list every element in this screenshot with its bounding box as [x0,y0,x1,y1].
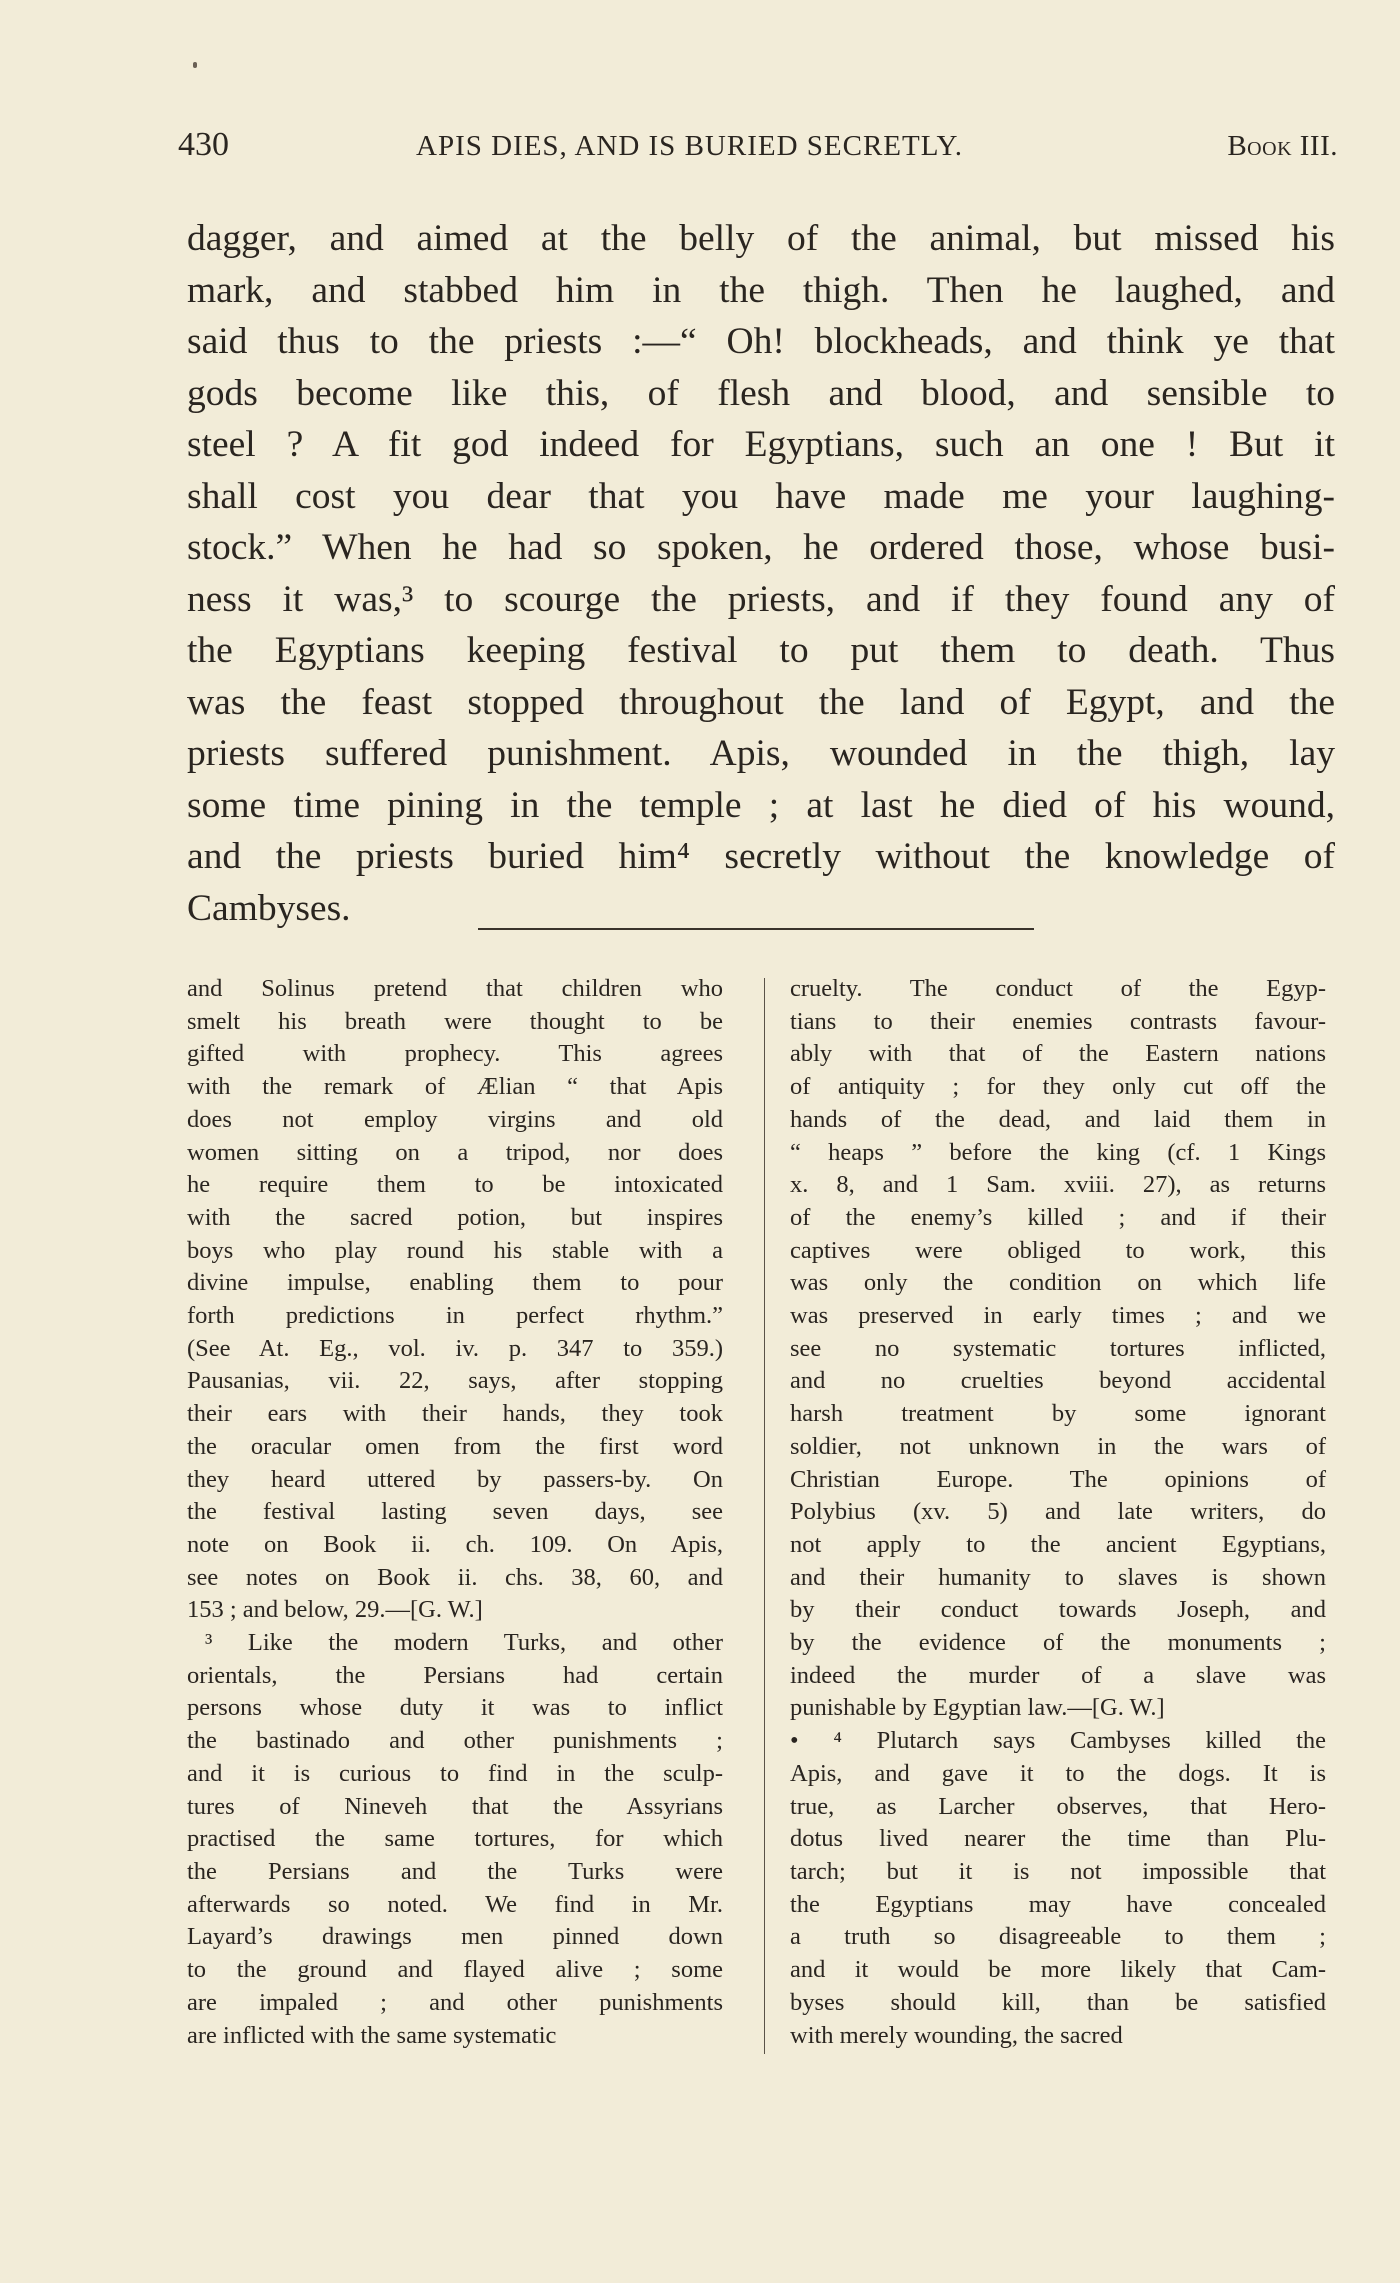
footnote-line: captives were obliged to work, this [790,1236,1326,1264]
footnote-line: the bastinado and other punishments ; [187,1727,723,1755]
text-line: said thus to the priests :—“ Oh! blockheads, and think ye that [187,321,1335,362]
footnote-line: see notes on Book ii. chs. 38, 60, and [187,1563,723,1591]
footnote-line: are impaled ; and other punishments [187,1988,723,2016]
text-line: ness it was,³ to scourge the priests, and if they found any of [187,578,1335,620]
footnote-line: by the evidence of the monuments ; [790,1629,1326,1657]
footnote-line: the festival lasting seven days, see [187,1498,723,1526]
text-line: the Egyptians keeping festival to put them to death. Thus [187,630,1335,671]
footnote-line: women sitting on a tripod, nor does [187,1138,723,1166]
footnote-line: indeed the murder of a slave was [790,1661,1326,1689]
footnote-line: cruelty. The conduct of the Egyp- [790,975,1326,1002]
footnote-line: and it is curious to find in the sculp- [187,1759,723,1787]
footnote-line: forth predictions in perfect rhythm.” [187,1302,723,1330]
footnote-line: and no cruelties beyond accidental [790,1367,1326,1395]
footnote-line: Christian Europe. The opinions of [790,1465,1326,1493]
main-text [187,213,1335,934]
footnote-line: dotus lived nearer the time than Plu- [790,1825,1326,1853]
text-line: was the feast stopped throughout the land of Egypt, and the [187,681,1335,723]
footnote-line: Layard’s drawings men pinned down [187,1923,723,1951]
footnote-line: Pausanias, vii. 22, says, after stopping [187,1367,723,1395]
footnote-line: he require them to be intoxicated [187,1171,723,1199]
footnote-line: orientals, the Persians had certain [187,1661,723,1689]
footnote-line: with merely wounding, the sacred [790,2021,1123,2049]
footnote-line: the oracular omen from the first word [187,1432,723,1460]
footnote-line: Polybius (xv. 5) and late writers, do [790,1498,1326,1526]
print-speck [193,62,197,68]
footnote-line: (See At. Eg., vol. iv. p. 347 to 359.) [187,1334,723,1362]
text-line: priests suffered punishment. Apis, wounded in the thigh, lay [187,733,1335,774]
footnote-line: smelt his breath were thought to be [187,1007,723,1035]
footnote-separator-rule [478,928,1034,930]
text-line: dagger, and aimed at the belly of the animal, but missed his [187,218,1335,259]
text-line: gods become like this, of flesh and blood, and sensible to [187,372,1335,414]
footnote-line: byses should kill, than be satisfied [790,1988,1326,2016]
footnote-line: true, as Larcher observes, that Hero- [790,1792,1326,1820]
footnote-line: with the sacred potion, but inspires [187,1203,723,1231]
footnote-line: the Persians and the Turks were [187,1857,723,1885]
footnote-line: gifted with prophecy. This agrees [187,1040,723,1068]
text-line: Cambyses. [187,887,351,929]
footnote-line: are inflicted with the same systematic [187,2021,557,2049]
text-line: stock.” When he had so spoken, he ordered those, whose busi- [187,527,1335,568]
footnote-line: of the enemy’s killed ; and if their [790,1203,1326,1231]
footnote-line: and their humanity to slaves is shown [790,1563,1326,1591]
footnote-line: ably with that of the Eastern nations [790,1040,1326,1068]
footnote-line: hands of the dead, and laid them in [790,1105,1326,1133]
footnote-line: does not employ virgins and old [187,1105,723,1133]
footnote-line: to the ground and flayed alive ; some [187,1956,723,1984]
footnote-line: their ears with their hands, they took [187,1400,723,1428]
running-title: APIS DIES, AND IS BURIED SECRETLY. [416,130,963,162]
footnotes-right-column [790,973,1326,2052]
footnote-line: 153 ; and below, 29.—[G. W.] [187,1596,483,1624]
footnote-line: not apply to the ancient Egyptians, [790,1530,1326,1558]
text-line: and the priests buried him⁴ secretly without the knowledge of [187,836,1335,877]
text-line: shall cost you dear that you have made me your laughing- [187,475,1335,517]
footnote-line: with the remark of Ælian “ that Apis [187,1073,723,1101]
footnote-line: practised the same tortures, for which [187,1825,723,1853]
footnote-line: tarch; but it is not impossible that [790,1857,1326,1885]
footnote-line: afterwards so noted. We find in Mr. [187,1890,723,1918]
text-line: steel ? A fit god indeed for Egyptians, such an one ! But it [187,424,1335,465]
footnote-line: was only the condition on which life [790,1269,1326,1297]
column-divider [764,978,765,2054]
footnote-line: Apis, and gave it to the dogs. It is [790,1759,1326,1787]
footnote-line: the Egyptians may have concealed [790,1890,1326,1918]
footnote-line: see no systematic tortures inflicted, [790,1334,1326,1362]
footnote-line: ³ Like the modern Turks, and other [205,1629,723,1657]
footnote-line: a truth so disagreeable to them ; [790,1923,1326,1951]
footnote-line: boys who play round his stable with a [187,1236,723,1264]
text-line: some time pining in the temple ; at last he died of his wound, [187,784,1335,826]
footnote-line: by their conduct towards Joseph, and [790,1596,1326,1624]
footnote-line: tians to their enemies contrasts favour- [790,1007,1326,1035]
book-label: Book III. [1227,130,1338,162]
footnote-line: punishable by Egyptian law.—[G. W.] [790,1694,1165,1722]
footnote-line: and it would be more likely that Cam- [790,1956,1326,1984]
footnote-line: • ⁴ Plutarch says Cambyses killed the [790,1727,1326,1755]
footnote-line: of antiquity ; for they only cut off the [790,1073,1326,1101]
footnote-line: divine impulse, enabling them to pour [187,1269,723,1297]
page-number: 430 [178,126,229,163]
footnote-line: persons whose duty it was to inflict [187,1694,723,1722]
footnote-line: tures of Nineveh that the Assyrians [187,1792,723,1820]
footnotes-left-column [187,973,723,2052]
running-header [178,126,1338,170]
footnote-line: and Solinus pretend that children who [187,975,723,1002]
footnote-line: soldier, not unknown in the wars of [790,1432,1326,1460]
footnote-line: x. 8, and 1 Sam. xviii. 27), as returns [790,1171,1326,1199]
footnote-line: note on Book ii. ch. 109. On Apis, [187,1530,723,1558]
footnote-line: was preserved in early times ; and we [790,1302,1326,1330]
footnote-line: “ heaps ” before the king (cf. 1 Kings [790,1138,1326,1166]
text-line: mark, and stabbed him in the thigh. Then he laughed, and [187,269,1335,311]
footnote-line: harsh treatment by some ignorant [790,1400,1326,1428]
footnote-line: they heard uttered by passers-by. On [187,1465,723,1493]
